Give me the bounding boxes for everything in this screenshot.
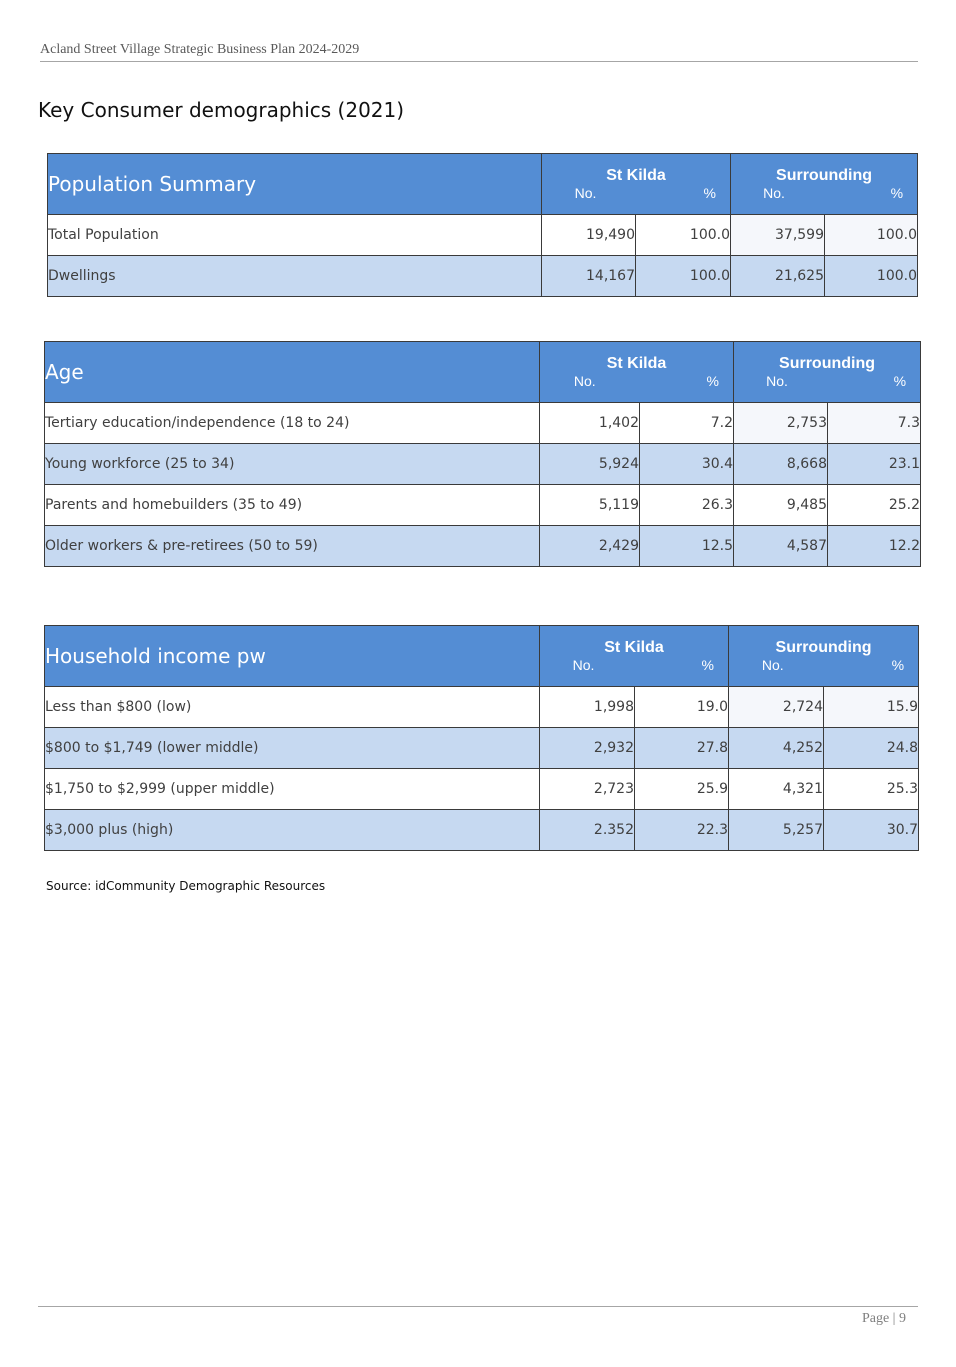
- stkilda-pct-cell: 7.2: [640, 403, 734, 444]
- row-label: $800 to $1,749 (lower middle): [45, 728, 540, 769]
- surrounding-no-cell: 8,668: [734, 444, 828, 485]
- pct-header: %: [701, 657, 714, 673]
- group-title: Surrounding: [776, 167, 872, 184]
- group-title: St Kilda: [604, 639, 664, 656]
- footer-divider: [38, 1306, 918, 1307]
- stkilda-no-cell: 14,167: [542, 256, 636, 297]
- pct-header: %: [703, 185, 716, 201]
- table-row: [45, 769, 919, 810]
- table-row: [45, 485, 921, 526]
- pct-header: %: [891, 657, 905, 673]
- table-row: [45, 444, 921, 485]
- stkilda-no-cell: 2,429: [540, 526, 640, 567]
- table-row: [45, 403, 921, 444]
- stkilda-no-cell: 2,723: [540, 769, 635, 810]
- group-title: St Kilda: [606, 355, 667, 372]
- stkilda-pct-cell: 100.0: [636, 256, 731, 297]
- no-header: No.: [573, 373, 596, 389]
- surrounding-pct-cell: 25.2: [828, 485, 921, 526]
- row-label: Young workforce (25 to 34): [45, 444, 540, 485]
- no-header: No.: [763, 185, 785, 201]
- row-label: Older workers & pre-retirees (50 to 59): [45, 526, 540, 567]
- row-label: Total Population: [48, 215, 542, 256]
- surrounding-no-cell: 4,321: [729, 769, 824, 810]
- surrounding-no-cell: 2,724: [729, 687, 824, 728]
- source-note: Source: idCommunity Demographic Resources: [46, 879, 326, 893]
- stkilda-pct-cell: 19.0: [635, 687, 729, 728]
- row-label: $3,000 plus (high): [45, 810, 540, 851]
- surrounding-pct-cell: 24.8: [824, 728, 919, 769]
- stkilda-no-cell: 2,932: [540, 728, 635, 769]
- stkilda-pct-cell: 12.5: [640, 526, 734, 567]
- stkilda-pct-cell: 25.9: [635, 769, 729, 810]
- row-label: Parents and homebuilders (35 to 49): [45, 485, 540, 526]
- surrounding-pct-cell: 25.3: [824, 769, 919, 810]
- stkilda-no-cell: 1,998: [540, 687, 635, 728]
- surrounding-pct-cell: 100.0: [825, 215, 918, 256]
- row-label: $1,750 to $2,999 (upper middle): [45, 769, 540, 810]
- table-title: Household income pw: [45, 626, 540, 687]
- no-header: No.: [766, 373, 788, 389]
- running-header: Acland Street Village Strategic Business Plan 2024-2029: [40, 42, 918, 62]
- page-number: Page | 9: [861, 1311, 906, 1326]
- stkilda-no-cell: 5,924: [540, 444, 640, 485]
- stkilda-group-header: [542, 154, 731, 215]
- table-row: [48, 215, 918, 256]
- surrounding-no-cell: 5,257: [729, 810, 824, 851]
- surrounding-group-header: [734, 342, 921, 403]
- no-header: No.: [574, 185, 597, 201]
- stkilda-pct-cell: 27.8: [635, 728, 729, 769]
- surrounding-pct-cell: 7.3: [828, 403, 921, 444]
- surrounding-no-cell: 2,753: [734, 403, 828, 444]
- surrounding-no-cell: 4,252: [729, 728, 824, 769]
- row-label: Tertiary education/independence (18 to 24): [45, 403, 540, 444]
- surrounding-no-cell: 37,599: [731, 215, 825, 256]
- stkilda-pct-cell: 22.3: [635, 810, 729, 851]
- row-label: Dwellings: [48, 256, 542, 297]
- stkilda-pct-cell: 100.0: [636, 215, 731, 256]
- surrounding-pct-cell: 100.0: [825, 256, 918, 297]
- stkilda-group-header: [540, 626, 729, 687]
- pct-header: %: [706, 373, 719, 389]
- surrounding-no-cell: 9,485: [734, 485, 828, 526]
- table-title: Age: [45, 342, 540, 403]
- table-row: [45, 728, 919, 769]
- age-table: [44, 341, 921, 567]
- table-row: [45, 687, 919, 728]
- table-row: [48, 256, 918, 297]
- surrounding-pct-cell: 15.9: [824, 687, 919, 728]
- group-title: Surrounding: [775, 639, 872, 656]
- group-title: St Kilda: [606, 167, 666, 184]
- pct-header: %: [890, 185, 904, 201]
- stkilda-group-header: [540, 342, 734, 403]
- table-row: [45, 526, 921, 567]
- stkilda-no-cell: 2.352: [540, 810, 635, 851]
- no-header: No.: [572, 657, 595, 673]
- stkilda-no-cell: 1,402: [540, 403, 640, 444]
- stkilda-pct-cell: 30.4: [640, 444, 734, 485]
- group-title: Surrounding: [779, 355, 875, 372]
- stkilda-no-cell: 5,119: [540, 485, 640, 526]
- surrounding-pct-cell: 23.1: [828, 444, 921, 485]
- household-income-table: [44, 625, 919, 851]
- pct-header: %: [893, 373, 907, 389]
- surrounding-no-cell: 21,625: [731, 256, 825, 297]
- surrounding-pct-cell: 12.2: [828, 526, 921, 567]
- stkilda-pct-cell: 26.3: [640, 485, 734, 526]
- stkilda-no-cell: 19,490: [542, 215, 636, 256]
- table-row: [45, 810, 919, 851]
- surrounding-pct-cell: 30.7: [824, 810, 919, 851]
- surrounding-group-header: [731, 154, 918, 215]
- surrounding-group-header: [729, 626, 919, 687]
- row-label: Less than $800 (low): [45, 687, 540, 728]
- surrounding-no-cell: 4,587: [734, 526, 828, 567]
- section-title: Key Consumer demographics (2021): [38, 98, 405, 122]
- population-summary-table: [47, 153, 918, 297]
- table-title: Population Summary: [48, 154, 542, 215]
- no-header: No.: [761, 657, 784, 673]
